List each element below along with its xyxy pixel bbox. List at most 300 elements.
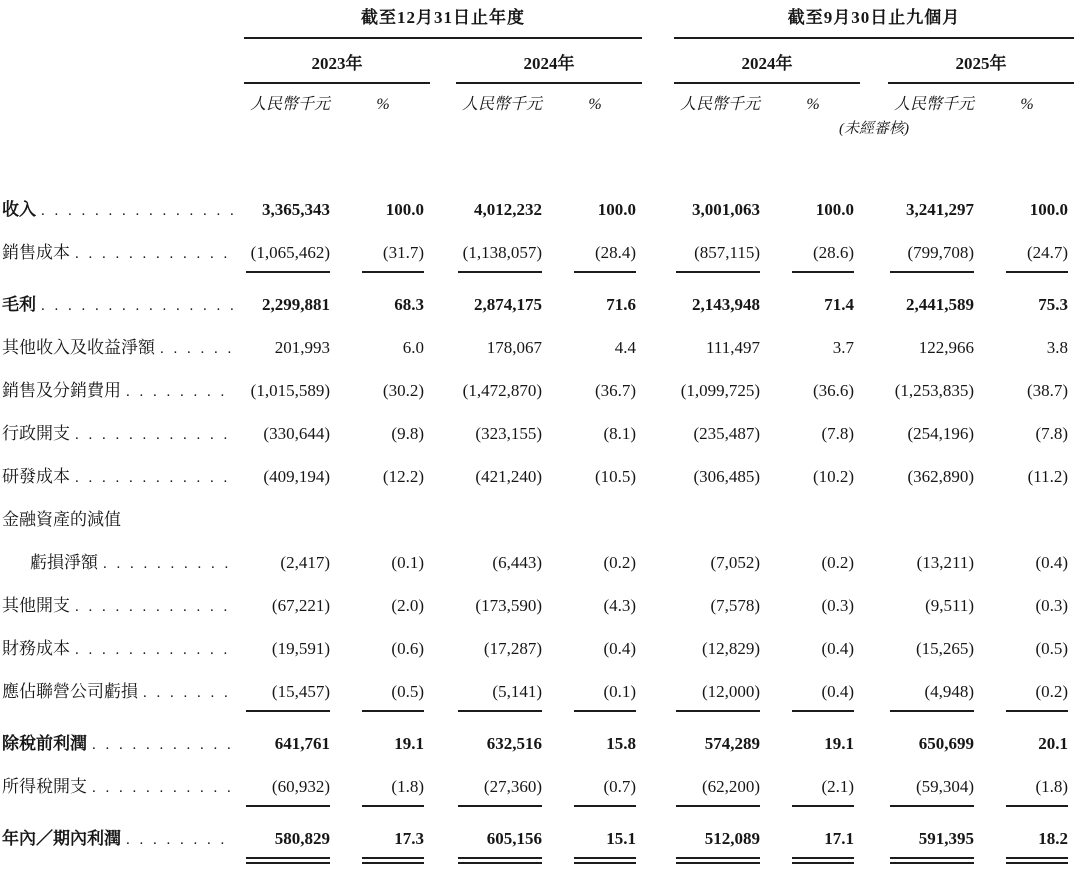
value-2025-9m-pct: (0.2)	[1006, 678, 1068, 712]
value-2024-9m-rmb: 574,289	[704, 734, 761, 753]
value-2024-9m-pct: (7.8)	[821, 424, 855, 443]
value-2025-9m-pct: 100.0	[1029, 200, 1069, 219]
value-cell-2025-9m-rmb	[888, 818, 980, 878]
value-cell-2024-9m-pct	[766, 628, 860, 671]
row-label-cell	[2, 766, 244, 818]
dot-leader	[41, 198, 234, 225]
unit-header-row	[2, 83, 1074, 117]
row-label: 行政開支	[2, 424, 70, 443]
value-cell-2024-pct	[548, 327, 642, 370]
value-cell-2024-9m-rmb	[674, 370, 766, 413]
column-gap	[430, 140, 456, 232]
group-gap	[642, 232, 674, 284]
value-2024-rmb: (27,360)	[458, 773, 542, 807]
value-2025-9m-pct: (0.4)	[1035, 553, 1069, 572]
value-2023-rmb: 201,993	[274, 338, 330, 357]
value-cell-2025-9m-rmb	[888, 327, 980, 370]
value-2025-9m-pct: (0.3)	[1035, 596, 1069, 615]
value-cell-2023-rmb	[244, 499, 336, 542]
value-cell-2023-rmb	[244, 140, 336, 232]
value-2024-rmb: 632,516	[486, 734, 542, 753]
column-gap	[430, 628, 456, 671]
column-gap	[860, 370, 888, 413]
value-cell-2025-9m-pct	[980, 628, 1074, 671]
value-cell-2023-pct	[336, 628, 430, 671]
value-cell-2024-pct	[548, 585, 642, 628]
value-cell-2023-rmb	[244, 585, 336, 628]
value-cell-2023-pct	[336, 370, 430, 413]
value-cell-2024-pct	[548, 456, 642, 499]
group-gap	[642, 413, 674, 456]
column-gap	[430, 327, 456, 370]
period-group-header-row	[2, 6, 1074, 38]
row-label: 收入	[2, 200, 36, 219]
table-row	[2, 628, 1074, 671]
value-cell-2023-pct	[336, 818, 430, 878]
value-cell-2024-9m-rmb	[674, 585, 766, 628]
value-cell-2024-9m-pct	[766, 766, 860, 818]
value-2024-rmb: (1,472,870)	[462, 381, 542, 400]
value-2024-9m-rmb: 111,497	[706, 338, 761, 357]
value-2024-pct: 15.8	[606, 734, 637, 753]
year-2024: 2024年	[456, 38, 642, 83]
value-cell-2023-rmb	[244, 284, 336, 327]
row-label-cell	[2, 232, 244, 284]
value-2024-9m-pct: (0.4)	[792, 678, 854, 712]
value-cell-2025-9m-rmb	[888, 370, 980, 413]
value-cell-2023-rmb	[244, 628, 336, 671]
value-2023-pct: 19.1	[394, 734, 424, 753]
value-2024-9m-rmb: (7,578)	[710, 596, 761, 615]
value-cell-2025-9m-pct	[980, 232, 1074, 284]
value-cell-2025-9m-rmb	[888, 671, 980, 723]
value-2024-9m-pct: (10.2)	[812, 467, 855, 486]
column-gap	[860, 327, 888, 370]
header-label-spacer	[2, 117, 244, 140]
value-cell-2023-rmb	[244, 542, 336, 585]
value-2024-9m-rmb: (857,115)	[676, 239, 760, 273]
value-2025-9m-pct: (7.8)	[1035, 424, 1069, 443]
value-cell-2024-9m-rmb	[674, 671, 766, 723]
row-label: 應佔聯營公司虧損	[2, 682, 138, 701]
value-2024-pct: (4.3)	[603, 596, 637, 615]
value-2023-pct: 6.0	[402, 338, 424, 357]
value-cell-2024-9m-rmb	[674, 232, 766, 284]
table-row	[2, 723, 1074, 766]
value-cell-2023-rmb	[244, 370, 336, 413]
value-2023-rmb: 641,761	[274, 734, 330, 753]
table-row	[2, 499, 1074, 542]
value-2024-pct: 100.0	[597, 200, 637, 219]
value-cell-2024-pct	[548, 628, 642, 671]
value-cell-2024-9m-rmb	[674, 766, 766, 818]
value-cell-2024-9m-pct	[766, 456, 860, 499]
value-2025-9m-rmb: 650,699	[918, 734, 975, 753]
value-cell-2024-pct	[548, 766, 642, 818]
value-2024-rmb: (6,443)	[492, 553, 542, 572]
value-2023-rmb: (409,194)	[263, 467, 330, 486]
value-cell-2024-9m-pct	[766, 671, 860, 723]
row-label: 所得稅開支	[2, 777, 87, 796]
value-cell-2024-pct	[548, 413, 642, 456]
value-2025-9m-rmb: 2,441,589	[906, 295, 975, 314]
column-gap	[860, 232, 888, 284]
value-2024-pct: (8.1)	[603, 424, 637, 443]
value-cell-2025-9m-rmb	[888, 723, 980, 766]
unit-rmb-thousand: 人民幣千元	[680, 96, 761, 113]
row-label-cell	[2, 542, 244, 585]
value-cell-2025-9m-pct	[980, 413, 1074, 456]
value-2024-rmb: (17,287)	[483, 639, 542, 658]
value-2024-rmb: (1,138,057)	[458, 239, 542, 273]
value-2024-9m-rmb: (12,829)	[701, 639, 761, 658]
row-label: 毛利	[2, 295, 36, 314]
value-2024-rmb: (5,141)	[458, 678, 542, 712]
value-cell-2024-rmb	[456, 284, 548, 327]
column-gap	[860, 766, 888, 818]
unit-rmb-thousand: 人民幣千元	[461, 96, 542, 113]
table-row	[2, 327, 1074, 370]
value-2023-pct: (31.7)	[362, 239, 424, 273]
value-2025-9m-pct: 18.2	[1006, 825, 1068, 859]
value-cell-2025-9m-rmb	[888, 766, 980, 818]
value-cell-2023-pct	[336, 232, 430, 284]
value-2023-pct: 100.0	[385, 200, 424, 219]
table-row	[2, 140, 1074, 232]
dot-leader	[92, 732, 234, 759]
value-2023-pct: (1.8)	[362, 773, 424, 807]
value-2024-rmb: (421,240)	[475, 467, 542, 486]
value-2023-rmb: 2,299,881	[262, 295, 330, 314]
value-cell-2024-rmb	[456, 542, 548, 585]
value-2024-rmb: 605,156	[458, 825, 542, 859]
value-cell-2025-9m-pct	[980, 766, 1074, 818]
value-cell-2023-pct	[336, 413, 430, 456]
value-2024-pct: (28.4)	[574, 239, 636, 273]
value-2023-pct: 68.3	[394, 295, 424, 314]
value-cell-2023-pct	[336, 284, 430, 327]
table-body	[2, 140, 1074, 878]
value-cell-2023-rmb	[244, 723, 336, 766]
value-cell-2025-9m-pct	[980, 456, 1074, 499]
value-2024-pct: (0.7)	[574, 773, 636, 807]
unit-rmb-thousand: 人民幣千元	[894, 96, 975, 113]
value-2025-9m-rmb: 591,395	[890, 825, 974, 859]
value-2024-9m-pct: 100.0	[815, 200, 855, 219]
value-2024-rmb: 4,012,232	[474, 200, 542, 219]
value-cell-2025-9m-pct	[980, 723, 1074, 766]
row-label-cell	[2, 499, 244, 542]
value-2024-9m-rmb: (7,052)	[710, 553, 761, 572]
value-cell-2024-rmb	[456, 456, 548, 499]
value-cell-2024-rmb	[456, 628, 548, 671]
value-cell-2024-9m-pct	[766, 370, 860, 413]
value-2024-9m-rmb: 3,001,063	[692, 200, 761, 219]
column-gap	[860, 499, 888, 542]
value-2023-pct: 17.3	[362, 825, 424, 859]
value-cell-2025-9m-rmb	[888, 499, 980, 542]
row-label-cell	[2, 456, 244, 499]
dot-leader	[75, 594, 234, 621]
value-cell-2025-9m-rmb	[888, 284, 980, 327]
column-gap	[860, 818, 888, 878]
value-2023-pct: (2.0)	[391, 596, 424, 615]
row-label-cell	[2, 585, 244, 628]
value-2025-9m-rmb: (15,265)	[915, 639, 975, 658]
value-cell-2025-9m-pct	[980, 542, 1074, 585]
column-gap	[430, 232, 456, 284]
value-2023-rmb: (19,591)	[271, 639, 330, 658]
row-label-cell	[2, 140, 244, 232]
dot-leader	[160, 336, 234, 363]
value-cell-2024-pct	[548, 818, 642, 878]
dot-leader	[143, 680, 234, 707]
column-gap	[430, 370, 456, 413]
value-cell-2024-9m-rmb	[674, 456, 766, 499]
value-2024-9m-pct: (0.3)	[821, 596, 855, 615]
value-2023-pct: (30.2)	[382, 381, 424, 400]
dot-leader	[41, 293, 234, 320]
row-label-cell	[2, 723, 244, 766]
value-2024-pct: (0.4)	[603, 639, 637, 658]
value-cell-2024-9m-pct	[766, 140, 860, 232]
column-gap	[430, 413, 456, 456]
column-gap	[430, 671, 456, 723]
value-cell-2024-pct	[548, 542, 642, 585]
value-cell-2023-rmb	[244, 766, 336, 818]
header-label-spacer	[2, 83, 244, 117]
value-2023-rmb: (2,417)	[280, 553, 330, 572]
group-gap	[642, 284, 674, 327]
value-cell-2024-pct	[548, 284, 642, 327]
value-cell-2023-pct	[336, 140, 430, 232]
year-2025-nine-months: 2025年	[888, 38, 1074, 83]
value-2023-pct: (9.8)	[391, 424, 424, 443]
column-gap	[860, 723, 888, 766]
row-label-cell	[2, 628, 244, 671]
value-cell-2023-pct	[336, 585, 430, 628]
value-2024-pct: 4.4	[614, 338, 637, 357]
value-cell-2025-9m-pct	[980, 327, 1074, 370]
column-gap	[430, 542, 456, 585]
value-cell-2025-9m-rmb	[888, 140, 980, 232]
group-gap	[642, 818, 674, 878]
value-cell-2024-9m-pct	[766, 542, 860, 585]
value-cell-2024-9m-rmb	[674, 542, 766, 585]
value-2025-9m-rmb: (1,253,835)	[894, 381, 975, 400]
row-label-cell	[2, 370, 244, 413]
group-gap	[642, 585, 674, 628]
row-label: 虧損淨額	[30, 553, 98, 572]
dot-leader	[126, 379, 234, 406]
table-row	[2, 818, 1074, 878]
value-cell-2024-rmb	[456, 766, 548, 818]
group-gap	[642, 370, 674, 413]
value-2024-9m-pct: (36.6)	[812, 381, 855, 400]
value-2024-pct: 71.6	[606, 295, 637, 314]
table-row	[2, 413, 1074, 456]
value-2023-pct: (0.6)	[391, 639, 424, 658]
table-row	[2, 232, 1074, 284]
value-cell-2023-rmb	[244, 671, 336, 723]
value-cell-2025-9m-rmb	[888, 232, 980, 284]
group-gap	[642, 723, 674, 766]
value-cell-2023-pct	[336, 723, 430, 766]
header-label-spacer	[2, 6, 244, 38]
value-2024-rmb: (173,590)	[475, 596, 542, 615]
value-cell-2024-9m-rmb	[674, 327, 766, 370]
value-cell-2023-pct	[336, 456, 430, 499]
value-cell-2024-9m-rmb	[674, 140, 766, 232]
value-2023-rmb: (60,932)	[246, 773, 330, 807]
value-2025-9m-rmb: (4,948)	[890, 678, 974, 712]
row-label: 金融資產的減值	[2, 510, 121, 529]
unaudited-note-row	[2, 117, 1074, 140]
value-2025-9m-pct: (0.5)	[1035, 639, 1069, 658]
year-2023: 2023年	[244, 38, 430, 83]
value-cell-2024-pct	[548, 140, 642, 232]
dot-leader	[75, 465, 234, 492]
row-label-cell	[2, 327, 244, 370]
value-cell-2025-9m-rmb	[888, 542, 980, 585]
value-2023-rmb: (1,065,462)	[246, 239, 330, 273]
value-2025-9m-rmb: (254,196)	[907, 424, 975, 443]
value-2025-9m-pct: (24.7)	[1006, 239, 1068, 273]
value-cell-2024-9m-rmb	[674, 413, 766, 456]
column-gap	[860, 284, 888, 327]
row-label: 除稅前利潤	[2, 734, 87, 753]
period-group-annual: 截至12月31日止年度	[244, 6, 642, 38]
dot-leader	[103, 551, 234, 578]
value-cell-2025-9m-pct	[980, 499, 1074, 542]
value-2023-rmb: (1,015,589)	[250, 381, 330, 400]
value-2024-9m-pct: 71.4	[824, 295, 855, 314]
value-2024-pct: (0.2)	[603, 553, 637, 572]
value-cell-2023-pct	[336, 499, 430, 542]
table-row	[2, 284, 1074, 327]
value-2025-9m-pct: (11.2)	[1027, 467, 1069, 486]
value-2025-9m-pct: 3.8	[1046, 338, 1069, 357]
value-cell-2023-rmb	[244, 232, 336, 284]
table-row	[2, 585, 1074, 628]
row-label: 研發成本	[2, 467, 70, 486]
value-cell-2024-pct	[548, 232, 642, 284]
column-gap	[860, 456, 888, 499]
value-cell-2024-rmb	[456, 370, 548, 413]
value-2024-pct: 15.1	[574, 825, 636, 859]
value-2025-9m-rmb: (799,708)	[890, 239, 974, 273]
value-cell-2023-rmb	[244, 818, 336, 878]
column-gap	[430, 38, 456, 83]
value-2025-9m-rmb: (59,304)	[890, 773, 974, 807]
value-cell-2023-pct	[336, 542, 430, 585]
value-cell-2023-rmb	[244, 413, 336, 456]
value-cell-2024-9m-pct	[766, 284, 860, 327]
value-cell-2025-9m-rmb	[888, 413, 980, 456]
value-cell-2024-rmb	[456, 140, 548, 232]
unit-percent: %	[1020, 96, 1034, 113]
value-2025-9m-rmb: (9,511)	[925, 596, 975, 615]
value-cell-2023-rmb	[244, 327, 336, 370]
row-label-cell	[2, 284, 244, 327]
value-cell-2023-pct	[336, 327, 430, 370]
income-statement-table	[2, 6, 1074, 878]
column-gap	[860, 83, 888, 117]
group-gap	[642, 140, 674, 232]
value-cell-2024-9m-pct	[766, 413, 860, 456]
value-2025-9m-pct: (38.7)	[1026, 381, 1069, 400]
value-2024-9m-pct: 17.1	[792, 825, 854, 859]
column-gap	[860, 38, 888, 83]
value-cell-2025-9m-rmb	[888, 456, 980, 499]
value-cell-2025-9m-pct	[980, 671, 1074, 723]
value-cell-2024-rmb	[456, 232, 548, 284]
year-header-row	[2, 38, 1074, 83]
value-cell-2023-rmb	[244, 456, 336, 499]
value-2024-9m-pct: (0.2)	[821, 553, 855, 572]
year-2024-nine-months: 2024年	[674, 38, 860, 83]
value-cell-2023-pct	[336, 671, 430, 723]
group-gap	[642, 456, 674, 499]
value-2023-pct: (12.2)	[382, 467, 424, 486]
value-cell-2025-9m-pct	[980, 585, 1074, 628]
dot-leader	[75, 637, 234, 664]
value-2024-9m-rmb: (62,200)	[676, 773, 760, 807]
value-cell-2024-9m-pct	[766, 232, 860, 284]
value-2025-9m-pct: (1.8)	[1006, 773, 1068, 807]
value-cell-2025-9m-pct	[980, 140, 1074, 232]
value-2023-rmb: (67,221)	[271, 596, 330, 615]
header-label-spacer	[2, 38, 244, 83]
column-gap	[430, 766, 456, 818]
value-cell-2024-rmb	[456, 413, 548, 456]
column-gap	[430, 284, 456, 327]
value-2025-9m-pct: 75.3	[1038, 295, 1069, 314]
value-2025-9m-rmb: 3,241,297	[906, 200, 975, 219]
value-2024-9m-rmb: 2,143,948	[692, 295, 761, 314]
column-gap	[860, 671, 888, 723]
value-cell-2024-9m-rmb	[674, 284, 766, 327]
value-2024-9m-pct: (28.6)	[792, 239, 854, 273]
value-cell-2024-pct	[548, 723, 642, 766]
row-label-cell	[2, 818, 244, 878]
value-2024-9m-rmb: (235,487)	[693, 424, 761, 443]
row-label: 財務成本	[2, 639, 70, 658]
value-2025-9m-pct: 20.1	[1038, 734, 1069, 753]
value-cell-2024-rmb	[456, 327, 548, 370]
value-cell-2024-rmb	[456, 585, 548, 628]
value-cell-2024-9m-pct	[766, 818, 860, 878]
row-label: 銷售及分銷費用	[2, 381, 121, 400]
value-cell-2024-9m-pct	[766, 327, 860, 370]
column-gap	[430, 83, 456, 117]
group-gap	[642, 542, 674, 585]
table-row	[2, 766, 1074, 818]
dot-leader	[75, 422, 234, 449]
value-cell-2024-9m-rmb	[674, 818, 766, 878]
value-2024-pct: (0.1)	[574, 678, 636, 712]
column-gap	[860, 585, 888, 628]
value-2024-rmb: 178,067	[486, 338, 542, 357]
column-gap	[860, 542, 888, 585]
dot-leader	[92, 775, 234, 802]
value-cell-2024-rmb	[456, 818, 548, 878]
group-gap	[642, 83, 674, 117]
value-2024-9m-rmb: (306,485)	[693, 467, 761, 486]
row-label-cell	[2, 413, 244, 456]
value-cell-2024-9m-pct	[766, 499, 860, 542]
column-gap	[430, 723, 456, 766]
